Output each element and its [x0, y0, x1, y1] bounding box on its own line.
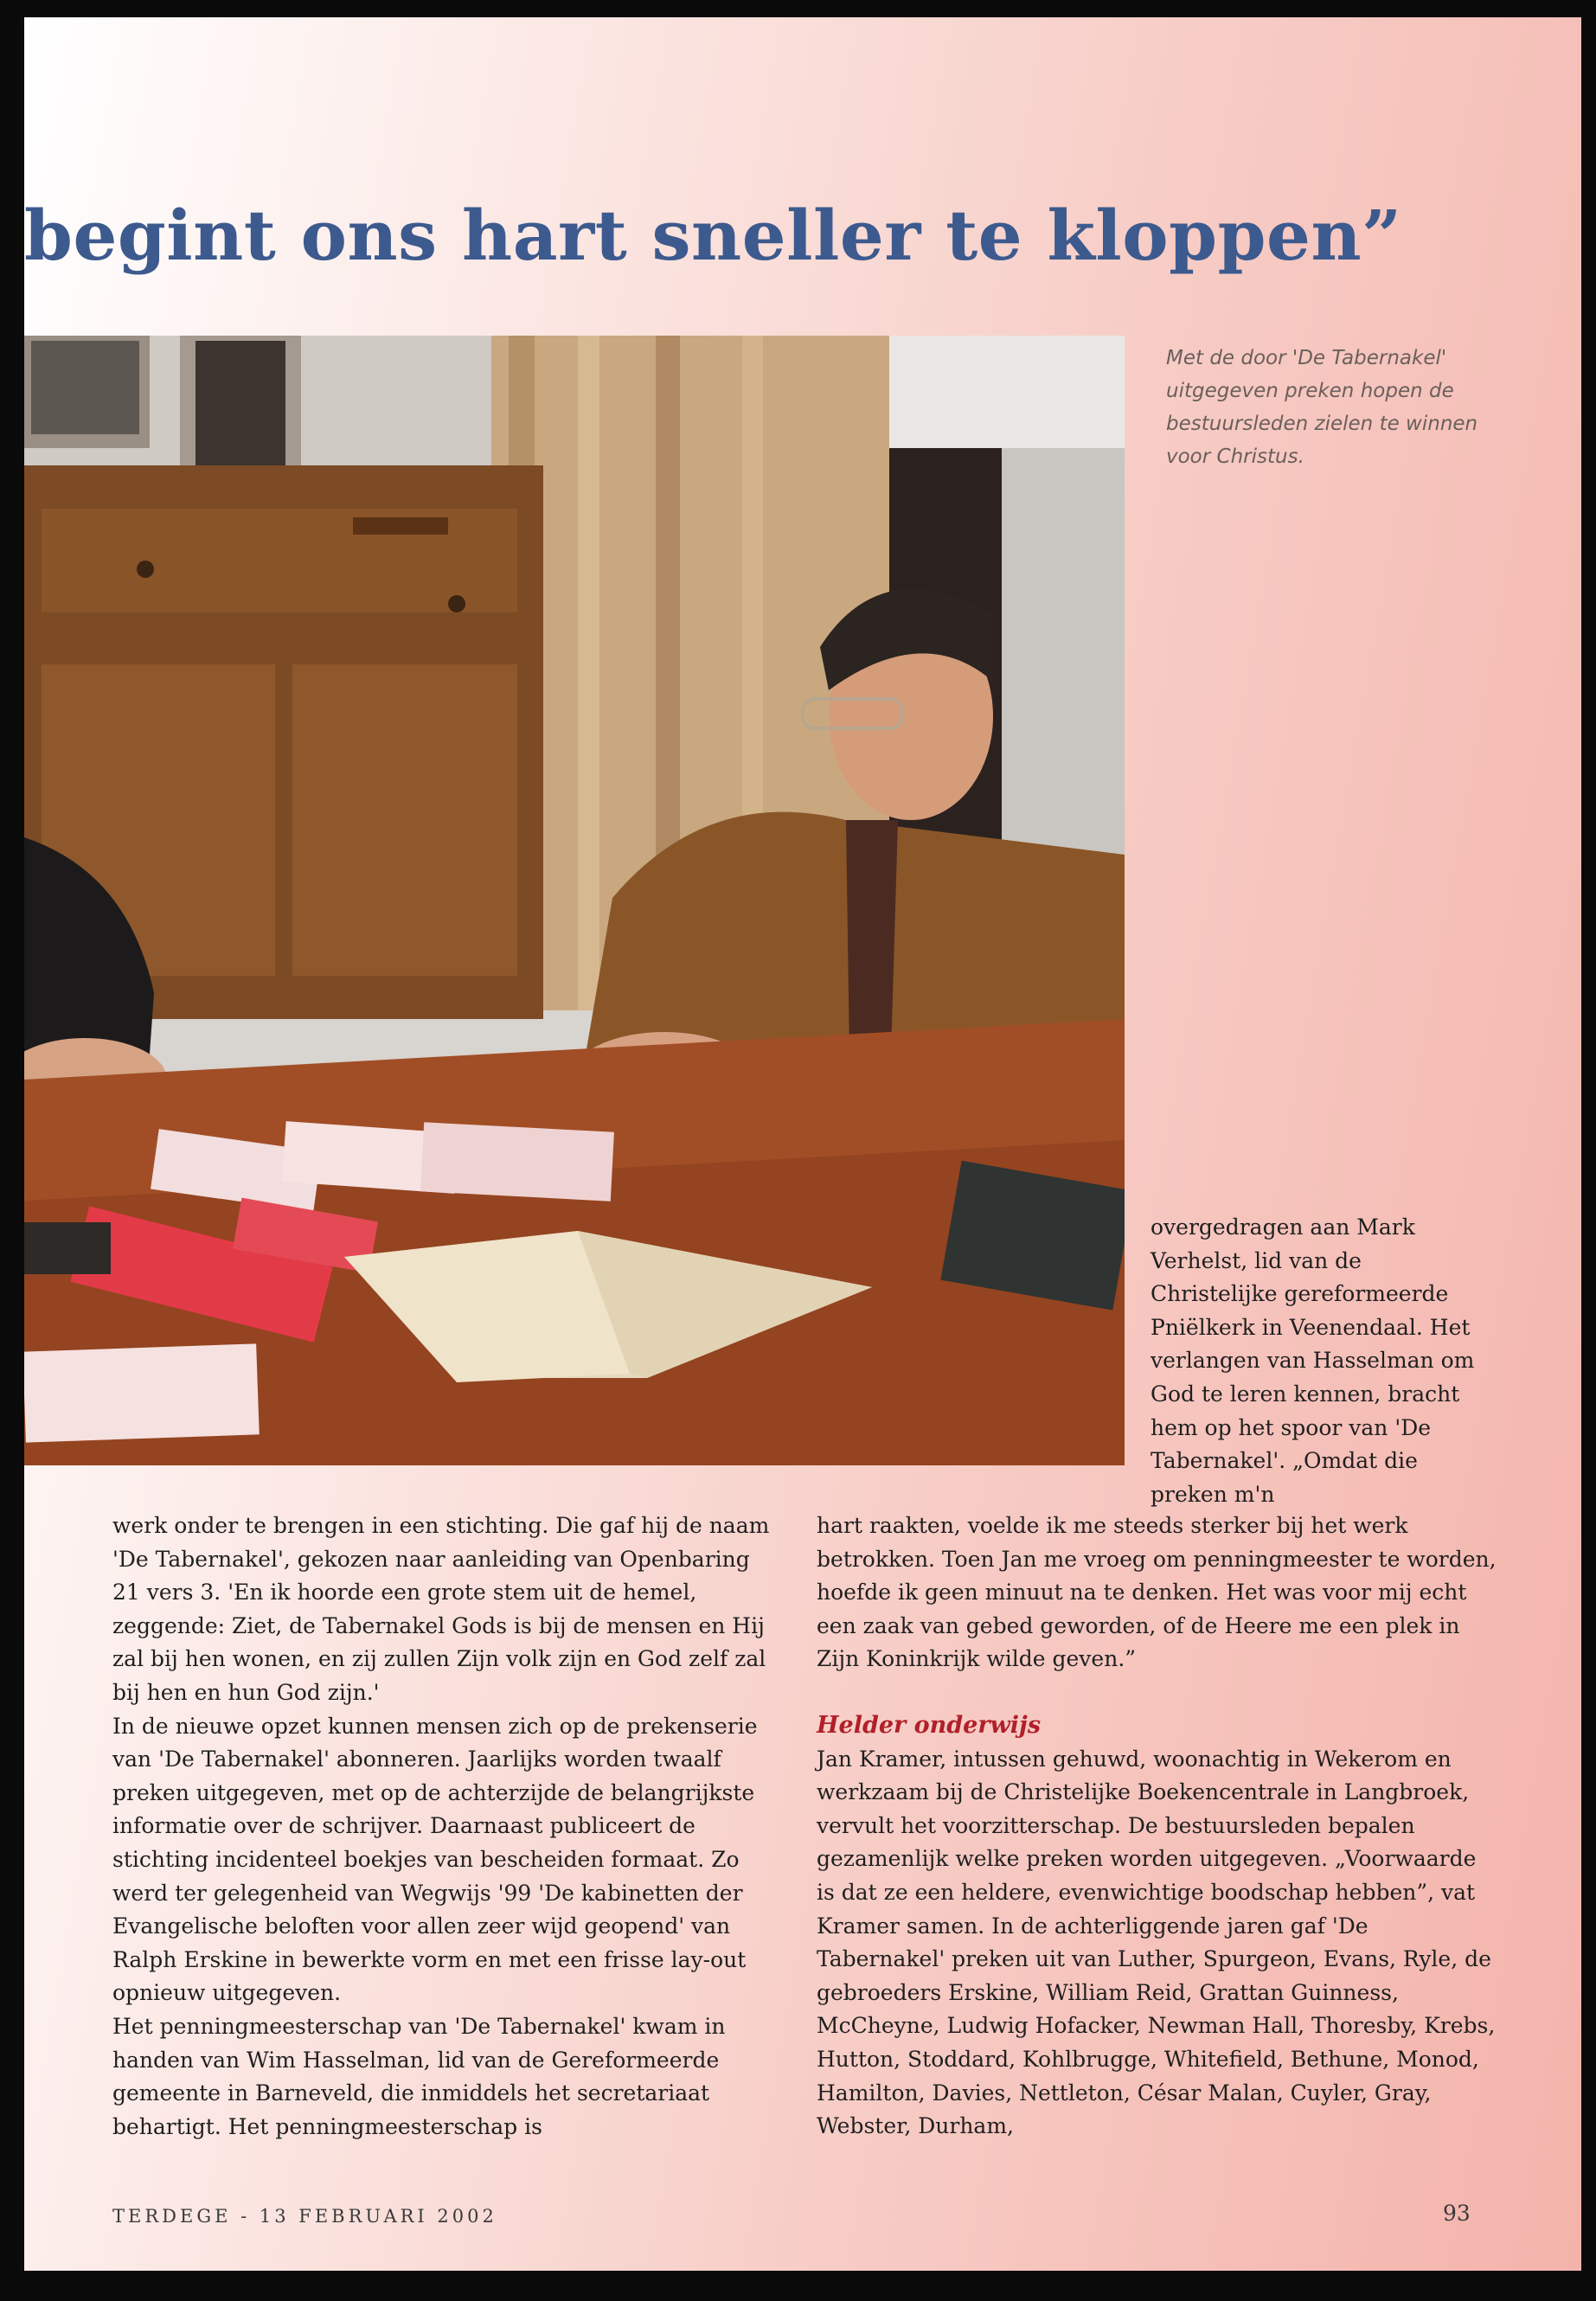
column-right-top: overgedragen aan Mark Verhelst, lid van de Christelijke gereformeerde Pniëlkerk in Veenendaal. Het verlangen van Hasselman om God te leren kennen, bracht hem op het spoor van 'De Tabernakel'. „Omdat die preken m'n — [1151, 1215, 1475, 1507]
footer-publication: TERDEGE - 13 FEBRUARI 2002 — [112, 2206, 497, 2227]
page-number: 93 — [1443, 2201, 1471, 2226]
paragraph: werk onder te brengen in een stichting. Die gaf hij de naam 'De Tabernakel', gekozen naar aanleiding van Openbaring 21 vers 3. 'En ik hoorde een grote stem uit de hemel, zeggende: Ziet, de Tabernakel Gods is bij de mensen en Hij zal bij hen wonen, en zij zullen Zijn volk zijn en God zelf zal bij hen en hun God zijn.' — [112, 1513, 770, 1705]
column-left — [112, 1509, 779, 2144]
article-headline: begint ons hart sneller te kloppen” — [24, 195, 1402, 276]
column-right — [817, 1509, 1500, 2144]
article-photo — [24, 336, 1125, 1465]
magazine-page — [24, 17, 1581, 2271]
paragraph: hart raakten, voelde ik me steeds sterker bij het werk betrokken. Toen Jan me vroeg om penningmeester te worden, hoefde ik geen minuut na te denken. Het was voor mij echt een zaak van gebed geworden, of de Heere me een plek in Zijn Koninkrijk wilde geven.” — [817, 1513, 1497, 1672]
paragraph: Het penningmeesterschap van 'De Tabernakel' kwam in handen van Wim Hasselman, lid van de Gereformeerde gemeente in Barneveld, die inmiddels het secretariaat behartigt. Het penningmeesterschap is — [112, 2013, 726, 2139]
photo-caption: Met de door 'De Tabernakel' uitgegeven preken hopen de bestuursleden zielen te winnen voor Christus. — [1166, 347, 1478, 468]
paragraph: In de nieuwe opzet kunnen mensen zich op de prekenserie van 'De Tabernakel' abonneren. Jaarlijks worden twaalf preken uitgegeven, met op de achterzijde de belangrijkste informatie over de schrijver. Daarnaast publiceert de stichting incidenteel boekjes van bescheiden formaat. Zo werd ter gelegenheid van Wegwijs '99 'De kabinetten der Evangelische beloften voor allen zeer wijd geopend' van Ralph Erskine in bewerkte vorm en met een frisse lay-out opnieuw uitgegeven. — [112, 1713, 758, 2006]
paragraph: Jan Kramer, intussen gehuwd, woonachtig in Wekerom en werkzaam bij de Christelijke Boekencentrale in Langbroek, vervult het voorzitterschap. De bestuursleden bepalen gezamenlijk welke preken worden uitgegeven. „Voorwaarde is dat ze een heldere, evenwichtige boodschap hebben”, vat Kramer samen. In de achterliggende jaren gaf 'De Tabernakel' preken uit van Luther, Spurgeon, Evans, Ryle, de gebroeders Erskine, William Reid, Grattan Guinness, McCheyne, Ludwig Hofacker, Newman Hall, Thoresby, Krebs, Hutton, Stoddard, Kohlbrugge, Whitefield, Bethune, Monod, Hamilton, Davies, Nettleton, César Malan, Cuyler, Gray, Webster, Durham, — [817, 1746, 1496, 2139]
section-subhead: Helder onderwijs — [817, 1711, 1042, 1739]
